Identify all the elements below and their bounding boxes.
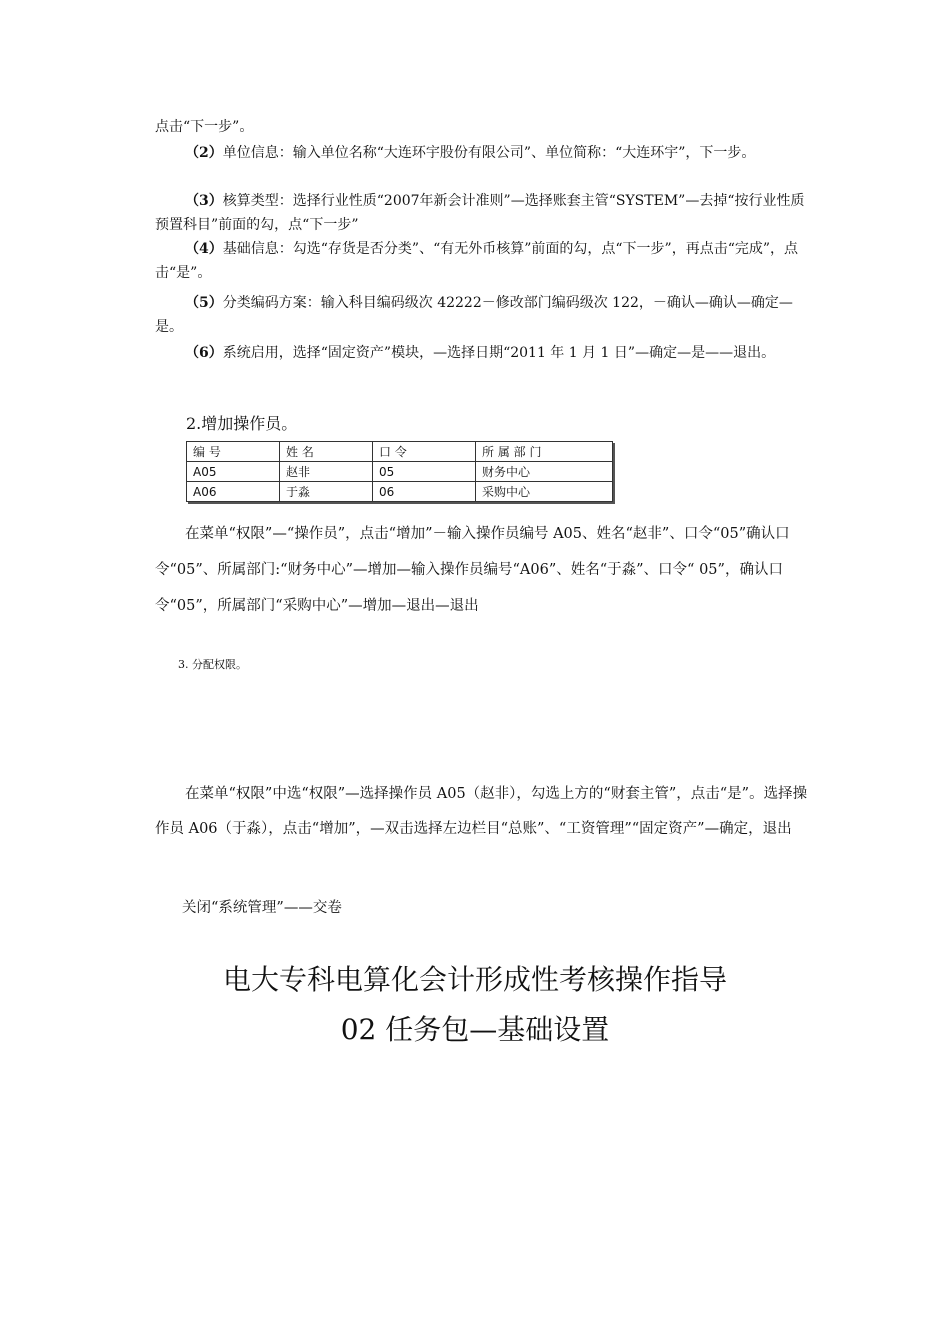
- column-header: 姓 名: [280, 442, 373, 462]
- table-cell: A05: [187, 462, 280, 482]
- step-2: [155, 142, 810, 166]
- step-6: [155, 342, 810, 366]
- step-text: 核算类型：选择行业性质“2007年新会计准则”—选择账套主管“SYSTEM”—去掉“按行业性质预置科目”前面的勾，点“下一步”: [155, 193, 805, 233]
- table-cell: 06: [373, 482, 476, 502]
- column-header: 编 号: [187, 442, 280, 462]
- table-cell: 采购中心: [476, 482, 613, 502]
- column-header: 口 令: [373, 442, 476, 462]
- step-number: （6）: [185, 345, 223, 361]
- column-header: 所 属 部 门: [476, 442, 613, 462]
- step-text: 分类编码方案：输入科目编码级次 42222－修改部门编码级次 122，－确认—确认—确定—是。: [155, 295, 793, 335]
- table-cell: 05: [373, 462, 476, 482]
- step-text: 单位信息：输入单位名称“大连环宇股份有限公司”、单位简称：“大连环宇”，下一步。: [222, 145, 756, 161]
- footer-title: 电大专科电算化会计形成性考核操作指导: [222, 963, 727, 996]
- step-number: （5）: [185, 295, 223, 311]
- step-number: （4）: [185, 241, 223, 257]
- table-row: [187, 462, 613, 482]
- step-3: [155, 190, 810, 237]
- step-text: 基础信息：勾选“存货是否分类”、“有无外币核算”前面的勾，点“下一步”，再点击“完成”，点击“是”。: [155, 241, 799, 281]
- section-3-title: 3. 分配权限。: [178, 658, 247, 671]
- table-cell: 于淼: [280, 482, 373, 502]
- footer-subtitle: 02 任务包—基础设置: [340, 1013, 610, 1046]
- step-5: [155, 292, 810, 339]
- table-header-row: [187, 442, 613, 462]
- intro-line: 点击“下一步”。: [155, 119, 254, 135]
- table-cell: A06: [187, 482, 280, 502]
- step-number: （2）: [185, 145, 223, 161]
- step-number: （3）: [185, 193, 223, 209]
- table-cell: 财务中心: [476, 462, 613, 482]
- step-4: [155, 238, 810, 285]
- step-text: 系统启用，选择“固定资产”模块，—选择日期“2011 年 1 月 1 日”—确定—是——退出。: [222, 345, 776, 361]
- table-row: [187, 482, 613, 502]
- section-2-body: 在菜单“权限”—“操作员”，点击“增加”－输入操作员编号 A05、姓名“赵非”、口令“05”确认口令“05”、所属部门:“财务中心”—增加—输入操作员编号“A06”、姓名“于淼”、口令“ 05”，确认口令“05”，所属部门“采购中心”—增加—退出—退出: [155, 526, 790, 614]
- section-2-title: 2.增加操作员。: [186, 414, 298, 433]
- section-3-body: 在菜单“权限”中选“权限”—选择操作员 A05（赵非），勾选上方的“财套主管”，点击“是”。选择操作员 A06（于淼），点击“增加”，—双击选择左边栏目“总账”、“工资管理”“固定资产”—确定，退出: [155, 786, 808, 837]
- operator-table: [186, 441, 613, 502]
- close-line: 关闭“系统管理”——交卷: [182, 900, 342, 916]
- table-cell: 赵非: [280, 462, 373, 482]
